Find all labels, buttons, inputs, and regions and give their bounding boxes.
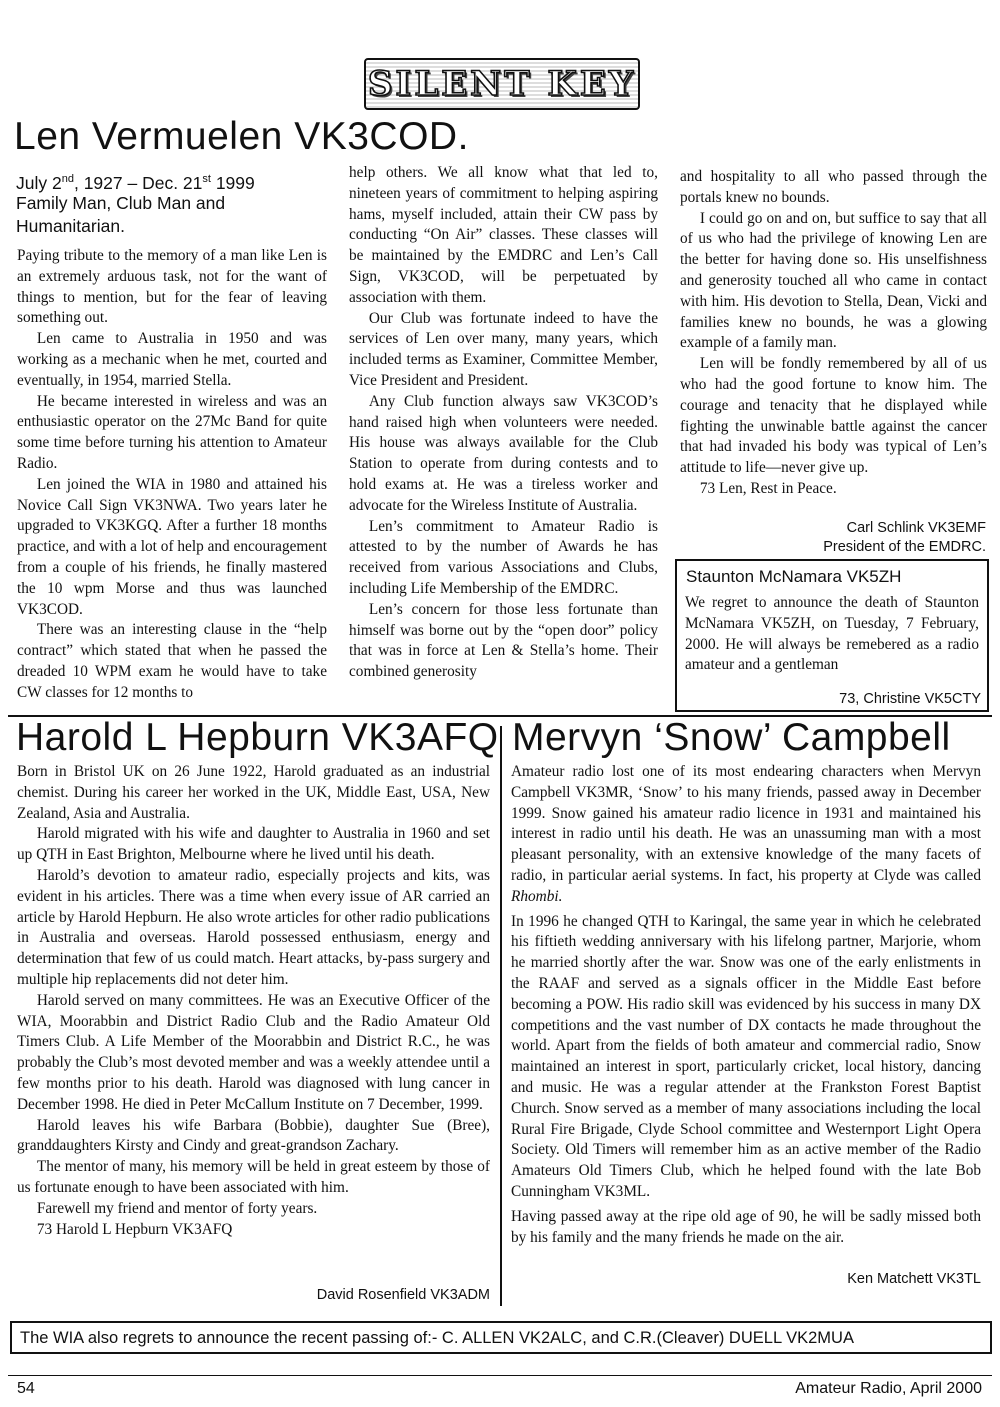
harold-body bbox=[17, 762, 490, 1240]
notice-box bbox=[10, 1321, 992, 1354]
paragraph: There was an interesting clause in the “help contract” which stated that when he passed the dreaded 10 WPM exam he would have to take CW classes for 12 months to bbox=[17, 621, 327, 701]
len-col3 bbox=[680, 167, 987, 500]
paragraph: Len joined the WIA in 1980 and attained his Novice Call Sign VK3NWA. Two years later he upgraded to VK3KGQ. After a further 18 months practice, and with a lot of help and encouragement from a couple of his friends, he finally mastered the 10 wpm Morse and thus was launched VK3COD. bbox=[17, 475, 327, 618]
paragraph: Harold migrated with his wife and daughter to Australia in 1960 and set up QTH in East Brighton, Melbourne where he lived until his death. bbox=[17, 825, 490, 864]
harold-title: Harold L Hepburn VK3AFQ bbox=[16, 716, 499, 759]
paragraph: 73 Len, Rest in Peace. bbox=[699, 479, 837, 497]
banner-text: SILENT KEY bbox=[367, 64, 637, 104]
notice-text: The WIA also regrets to announce the recent passing of:- C. ALLEN VK2ALC, and C.R.(Cleaver) DUELL VK2MUA bbox=[20, 1329, 854, 1347]
page-number: 54 bbox=[17, 1380, 35, 1397]
mervyn-signature: Ken Matchett VK3TL bbox=[847, 1271, 981, 1287]
staunton-signature: 73, Christine VK5CTY bbox=[839, 691, 981, 707]
paragraph: Len came to Australia in 1950 and was working as a mechanic when he met, courted and eventually, in 1954, married Stella. bbox=[17, 330, 327, 389]
paragraph: He became interested in wireless and was an enthusiastic operator on the 27Mc Band for quite some time before turning his attention to Amateur Radio. bbox=[17, 392, 327, 472]
staunton-box bbox=[675, 559, 989, 712]
paragraph: I could go on and on, but suffice to say that all of us who had the privilege of knowing Len are the better for having done so. His unselfishness and generosity touched all who came in contact with him. His devotion to Stella, Dean, Vicki and families knew no bounds, he was a glowing example of a family man. bbox=[680, 209, 987, 352]
paragraph: Len will be fondly remembered by all of us who had the good fortune to know him. The courage and tenacity that he displayed while fighting the unwinable battle against the cancer that had invaded his body was typical of Len’s attitude to life—never give up. bbox=[680, 355, 987, 477]
len-subtitle: Family Man, Club Man and Humanitarian. bbox=[16, 193, 226, 236]
len-col2 bbox=[349, 163, 658, 683]
paragraph: The mentor of many, his memory will be held in great esteem by those of us fortunate enough to have been associated with him. bbox=[17, 1158, 490, 1196]
len-col1 bbox=[17, 246, 327, 704]
column-divider bbox=[500, 726, 502, 1306]
paragraph: Harold leaves his wife Barbara (Bobbie), daughter Sue (Bree), granddaughters Kirsty and Cindy and great-grandson Zachary. bbox=[17, 1116, 490, 1155]
paragraph: and hospitality to all who passed through the portals knew no bounds. bbox=[680, 168, 987, 206]
len-title: Len Vermuelen VK3COD. bbox=[14, 115, 469, 158]
paragraph: Harold served on many committees. He was an Executive Officer of the WIA, Moorabbin and District Radio Club and the Radio Amateur Old Timers Club. A Life Member of the Moorabbin and District R.C., he was probably the Club’s most devoted member and was a weekly attendee until a few months prior to his death. Harold was diagnosed with lung cancer in December 1998. He died in Peter McCallum Institute on 7 December, 1999. bbox=[17, 991, 490, 1113]
paragraph: Paying tribute to the memory of a man like Len is an extremely arduous task, not for the want of things to mention, but for the fear of leaving something out. bbox=[17, 247, 327, 327]
publication-line: Amateur Radio, April 2000 bbox=[795, 1380, 982, 1397]
paragraph: Amateur radio lost one of its most endearing characters when Mervyn Campbell VK3MR, ‘Snow’ to his many friends, passed away in December 1999. Snow gained his amateur radio licence in 1931 and maintained his interest in radio until his death. He was an unassuming man with a most pleasant personality, with an extensive knowledge of the many facets of radio, in particular aerial systems. In fact, his property at Clyde was called Rhombi. bbox=[511, 763, 981, 905]
paragraph: In 1996 he changed QTH to Karingal, the same year in which he celebrated his fiftieth wedding anniversary with his lifelong partner, Marjorie, whom he married shortly after the war. Snow was one of the early enlistments in the RAAF and served as a signals officer in the Middle East before becoming a POW. His radio skill was evidenced by his success in many DX competitions and the vast number of DX contacts he made throughout the world. Apart from the fields of both amateur and commercial radio, Snow maintained an interest in sport, particularly cricket, local history, dancing and music. He was a regular attender at the Frankston Forest Baptist Church. Snow served as a member of many associations including the local Rural Fire Brigade, Clyde School committee and Westernport Light Opera Society. Old Timers will remember him as an active member of the Radio Amateurs Old Timers Club, which he helped found with the late Bob Cunningham VK3ML. bbox=[511, 912, 981, 1200]
len-dates: July 2nd, 1927 – Dec. 21st 1999 bbox=[16, 172, 255, 193]
paragraph: Farewell my friend and mentor of forty years. bbox=[36, 1199, 318, 1217]
harold-signature: David Rosenfield VK3ADM bbox=[316, 1287, 490, 1303]
silent-key-banner bbox=[364, 58, 640, 110]
property-name: Rhombi. bbox=[511, 887, 563, 905]
paragraph: Len’s commitment to Amateur Radio is attested to by the number of Awards he has received from various Associations and Clubs, including Life Membership of the EMDRC. bbox=[349, 517, 658, 597]
paragraph: 73 Harold L Hepburn VK3AFQ bbox=[36, 1220, 233, 1238]
paragraph: Born in Bristol UK on 26 June 1922, Harold graduated as an industrial chemist. During his career her worked in the UK, Middle East, USA, New Zealand, Asia and Australia. bbox=[17, 763, 490, 822]
paragraph: Harold’s devotion to amateur radio, especially projects and kits, was evident in his articles. There was a time when every issue of AR carried an article by Harold Hepburn. He also wrote articles for other radio publications in Australia and overseas. Harold possessed enthusiasm, energy and determination that few of us could match. Heart attacks, by-pass surgery and multiple hip replacements did not deter him. bbox=[17, 866, 490, 988]
staunton-title: Staunton McNamara VK5ZH bbox=[686, 567, 902, 586]
paragraph: help others. We all know what that led to, nineteen years of commitment to helping aspiring hams, myself included, attain their CW pass by conducting “On Air” classes. These classes will be maintained by the EMDRC and Len’s Call Sign, VK3COD, will be perpetuated by association with them. bbox=[349, 164, 658, 306]
mervyn-title: Mervyn ‘Snow’ Campbell bbox=[512, 716, 951, 759]
paragraph: Our Club was fortunate indeed to have the services of Len over many, many years, which included terms as Examiner, Committee Member, Vice President and President. bbox=[349, 309, 658, 389]
footer-rule bbox=[8, 1375, 992, 1376]
len-signature-role: President of the EMDRC. bbox=[823, 539, 986, 555]
len-signature-name: Carl Schlink VK3EMF bbox=[846, 520, 986, 536]
paragraph: Having passed away at the ripe old age of 90, he will be sadly missed both by his family and the many friends he made on the air. bbox=[511, 1207, 981, 1246]
mervyn-body bbox=[511, 762, 981, 1248]
staunton-text: We regret to announce the death of Staunton McNamara VK5ZH, on Tuesday, 7 February, 2000. He will always be remebered as a radio amateur and a gentleman bbox=[685, 594, 979, 674]
paragraph: Any Club function always saw VK3COD’s hand raised high when volunteers were needed. His house was always available for the Club Station to operate from during contests and to hold exams at. He was a tireless worker and advocate for the Wireless Institute of Australia. bbox=[349, 392, 658, 514]
paragraph: Len’s concern for those less fortunate than himself was borne out by the “open door” policy that was in force at Len & Stella’s home. Their combined generosity bbox=[349, 600, 658, 681]
